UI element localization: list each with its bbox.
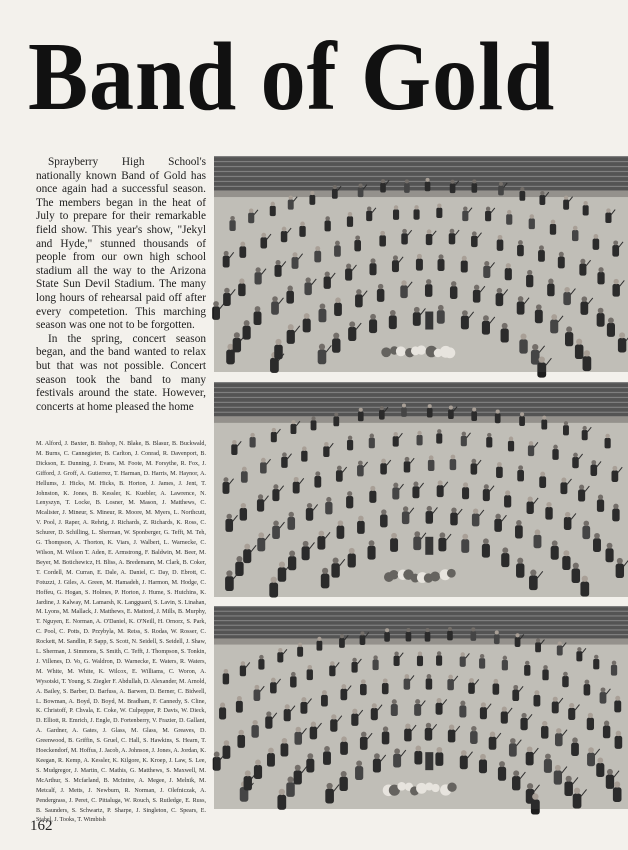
intro-text [36, 156, 206, 414]
intro-paragraph: Sprayberry High School's nationally known Band of Gold has once again had a successful season. The members began in the heat of July to prepare for their remarkable field show. This year's show, "Jekyl and Hyde," stunned thousands of people from our own high school stadium all the way to the Arizona State Sun Devil Stadium. The many long hours of rehearsal paid off after every competetion. This marching season was one not to be forgotten. [36, 156, 206, 332]
intro-paragraph: In the spring, concert season began, and the band wanted to relax but that was not possible. Concert season took the band to many festivals around the state. However, concerts at home pleased the home [36, 332, 206, 413]
band-photo-1-image [214, 156, 628, 372]
page-number: 162 [30, 818, 53, 834]
band-photo-1 [214, 156, 628, 372]
band-photo-3 [214, 606, 628, 809]
band-photo-2-image [214, 382, 628, 597]
page-title: Band of Gold [28, 23, 556, 131]
band-photo-3-image [214, 606, 628, 809]
member-names: M. Alford, J. Baxter, B. Bishop, N. Blake, B. Blasur, B. Buckwald, M. Burns, C. Cannegieter, B. Carlton, J. Conrad, R. Davenport, B. Dickson, E. Dunning, J. Evans, M. Foote, M. Forsythe, R. Fox, J. Gifford, J. Groff, A. Gutierrez, T. Harman, D. Harris, M. Haynor, A. Hellums, J. Hicks, M. Hicks, B. Horton, J. James, J. Jent, T. Johnston, K. Jones, B. Kessler, K. Kuebler, A. Lawrence, N. Lenyszyn, T. Locke, B. Losner, M. Mason, J. Matthews, C. Mcalister, J. Mineur, S. Mineur, R. Moore, M. Myers, L. Northcutt, V. Pool, J. Raper, A. Rehrig, J. Richards, Z. Richards, K. Ross, C. Schurer, D. Schilling, L. Sherman, W. Sponberger, G. Tefft, M. Teh, G. Thompson, A. Thorton, K. Viars, J. Walbert, L. Warnecke, C. Wilson, M. Wilson T. Aden, E. Armstrong, F. Baldwin, M. Beer, M. Beyer, M. Botichewicz, H. Bliss, A. Bredemann, M. Clark, B. Coker, T. Cordell, M. Curran, E. Dale, A. Daniel, C. Day, D. Ebrott, C. Fotuzzi, J. Giles, A. Green, M. Hamadeh, J. Harmon, M. Hodge, C. Hoffeu, G. Hogan, S. Holmes, P. Horton, J. Hume, S. Hutchins, K. Jardine, J. Kalway, M. Lamarsh, K. Langguard, S. Lavin, S. Linahan, M. Lyons, M. Mallack, J. Matthews, E. Mattord, J. Mills, B. Murphy, T. Nguyen, E. Norman, A. O'Daniel, K. O'Neill, H. Ornorz, S. Park, C. Pool, C. Potts, D. Przybyla, M. Reiss, S. Rodas, W. Rosser, C. Rockett, M. Sandlin, P. Sapp, S. Scott, N. Seidell, S. Seidell, J. Shaw, L. Sherman, J. Simmons, S. Smith, C. Tefft, J. Thompson, S. Tonkin, J. Villenes, D. Vo, G. Waldron, D. Warnecke, E. Waters, R. Waters, M. White, M. White, K. Wilcox, E. Williams, C. Woron, A. Wysotski, T. Young, S. Ziegler F. Abdullah, D. Alexander, M. Arnold, A. Bailey, S. Barber, D. Barfuss, A. Barwen, D. Berner, C. Bidwell, L. Bowman, A. Boyd, D. Boyd, M. Bradham, F. Cannedy, S. Cline, K. Christoff, P. Chvala, E. Coke, W. Culpepper, P. Davis, W. Dieck, D. Elliott, R. Emrich, J. Engle, D. Fortenberry, V. Frazier, D. Gallant, A. Gardner, A. Gates, J. Glass, M. Glass, M. Greaves, D. Greenwood, B. Griffin, S. Gruel, C. Hall, S. Hawkins, S. Hearn, T. Hoeckendorf, M. Hoffus, J. Jacob, A. Johnson, J. Jones, A. Jordan, K. Keegan, R. Kemp, A. Kessler, K. Kilgore, K. Kroep, J. Law, S. Lee, S. Mudgregor, J. Martin, C. Mathis, G. Matthews, S. Maxwell, M. McArthur, S. Mcfarland, B. McIntire, A. Megee, J. Melnik, M. Metcalf, J. Metts, J. Newburn, R. Norman, J. Olefniczak, A. Pendergrass, J. Peret, C. Pittaluga, W. Rouch, S. Rutledge, E. Russ, B. Saunders, S. Schwartz, P. Sharpe, J. Singleton, C. Spears, E. Stabel, J. Tooks, T. Wimbish [36, 441, 206, 824]
band-photo-2 [214, 382, 628, 597]
